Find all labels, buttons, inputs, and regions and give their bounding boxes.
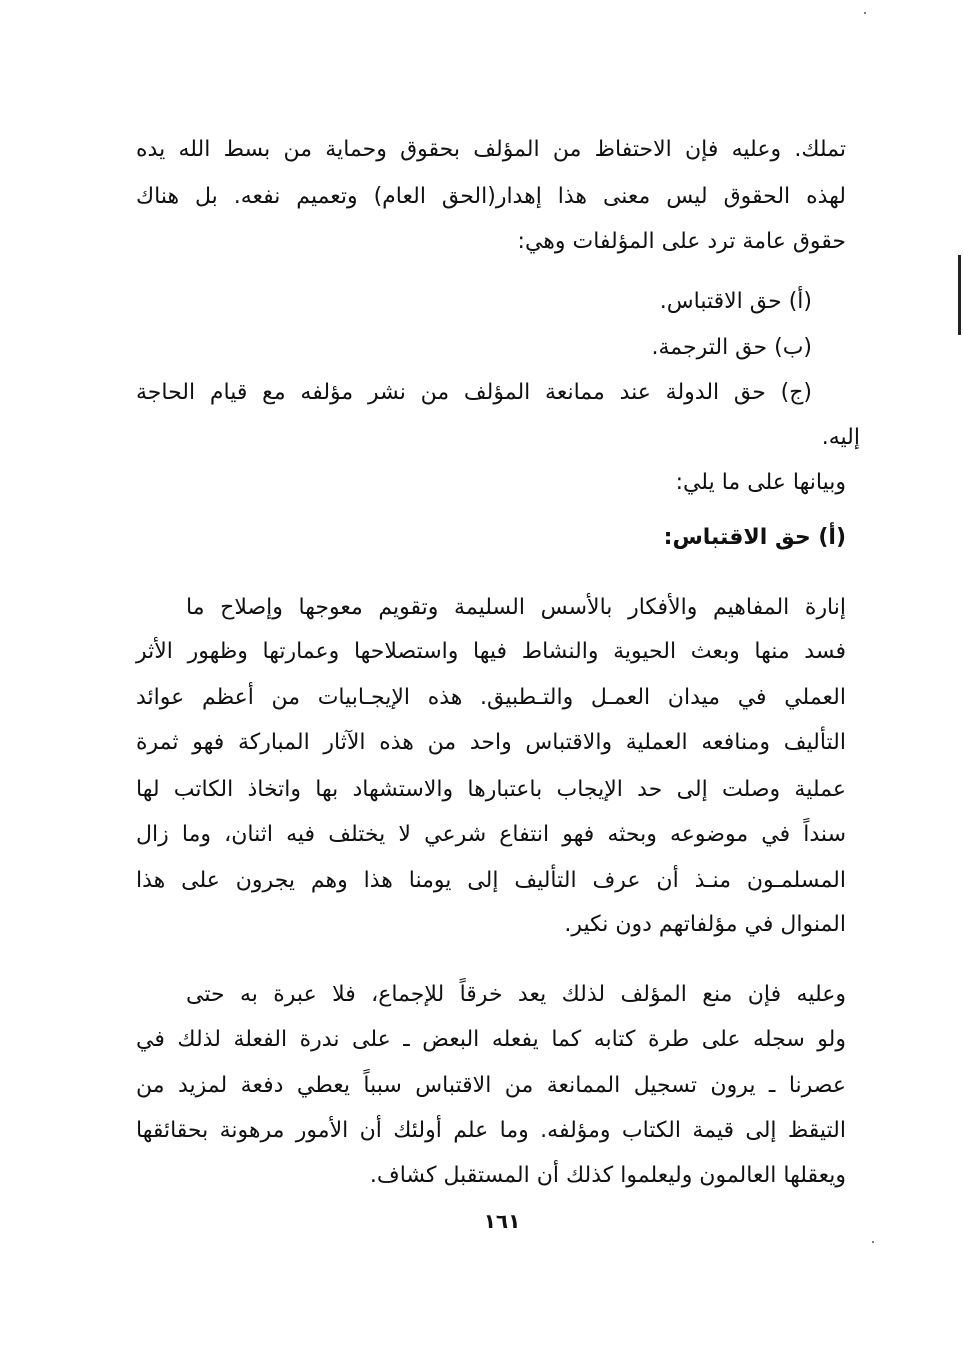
paragraph-2-line-8: المنوال في مؤلفاتهم دون نكير. (564, 912, 846, 937)
paragraph-2-line-5: عملية وصلت إلى حد الإيجاب باعتبارها والاستشهاد بها واتخاذ الكاتب لها (136, 777, 846, 802)
scan-speck (864, 12, 866, 14)
intro-line: وبيانها على ما يلي: (675, 470, 846, 495)
paragraph-2-line-1: إنارة المفاهيم والأفكار بالأسس السليمة وتقويم معوجها وإصلاح ما (186, 595, 846, 620)
paragraph-1-line-3: حقوق عامة ترد على المؤلفات وهي: (517, 229, 846, 254)
paragraph-1-line-2: لهذه الحقوق ليس معنى هذا إهدار(الحق العام) وتعميم نفعه. بل هناك (136, 184, 846, 209)
section-heading: (أ) حق الاقتباس: (663, 525, 846, 550)
margin-rule (958, 255, 961, 335)
paragraph-1-line-1: تملك. وعليه فإن الاحتفاظ من المؤلف بحقوق وحماية من بسط الله يده (136, 137, 846, 162)
paragraph-2-line-2: فسد منها وبعث الحيوية والنشاط فيها واستصلاحها وعمارتها وظهور الأثر (136, 639, 846, 664)
paragraph-3-line-5: ويعقلها العالمون وليعلموا كذلك أن المستقبل كشاف. (369, 1163, 846, 1188)
paragraph-2-line-6: سنداً في موضوعه وبحثه فهو انتفاع شرعي لا يختلف فيه اثنان، وما زال (136, 822, 846, 847)
paragraph-2-line-7: المسلمـون منـذ أن عرف التأليف إلى يومنا هذا وهم يجرون على هذا (136, 868, 846, 893)
paragraph-3-line-2: ولو سجله على طرة كتابه كما يفعله البعض ـ على ندرة الفعلة لذلك في (136, 1027, 846, 1052)
paragraph-3-line-1: وعليه فإن منع المؤلف لذلك يعد خرقاً للإجماع، فلا عبرة به حتى (186, 982, 846, 1007)
paragraph-2-line-3: العملي في ميدان العمـل والتـطبيق. هذه الإيجـابيات من أعظم عوائد (136, 685, 846, 710)
paragraph-3-line-4: التيقظ إلى قيمة الكتاب ومؤلفه. وما علم أولئك أن الأمور مرهونة بحقائقها (136, 1118, 846, 1143)
paragraph-3-line-3: عصرنا ـ يرون تسجيل الممانعة من الاقتباس سبباً يعطي دفعة لمزيد من (136, 1073, 846, 1098)
page-number: ١٦١ (483, 1209, 521, 1233)
scan-speck (872, 1241, 874, 1243)
list-item-c-continuation: إليه. (821, 425, 860, 450)
paragraph-2-line-4: التأليف ومنافعه العملية والاقتباس واحد من هذه الآثار المباركة فهو ثمرة (136, 730, 846, 755)
list-item-b: (ب) حق الترجمة. (651, 335, 812, 360)
list-item-a: (أ) حق الاقتباس. (659, 289, 812, 314)
list-item-c: (ج) حق الدولة عند ممانعة المؤلف من نشر مؤلفه مع قيام الحاجة (136, 380, 812, 405)
